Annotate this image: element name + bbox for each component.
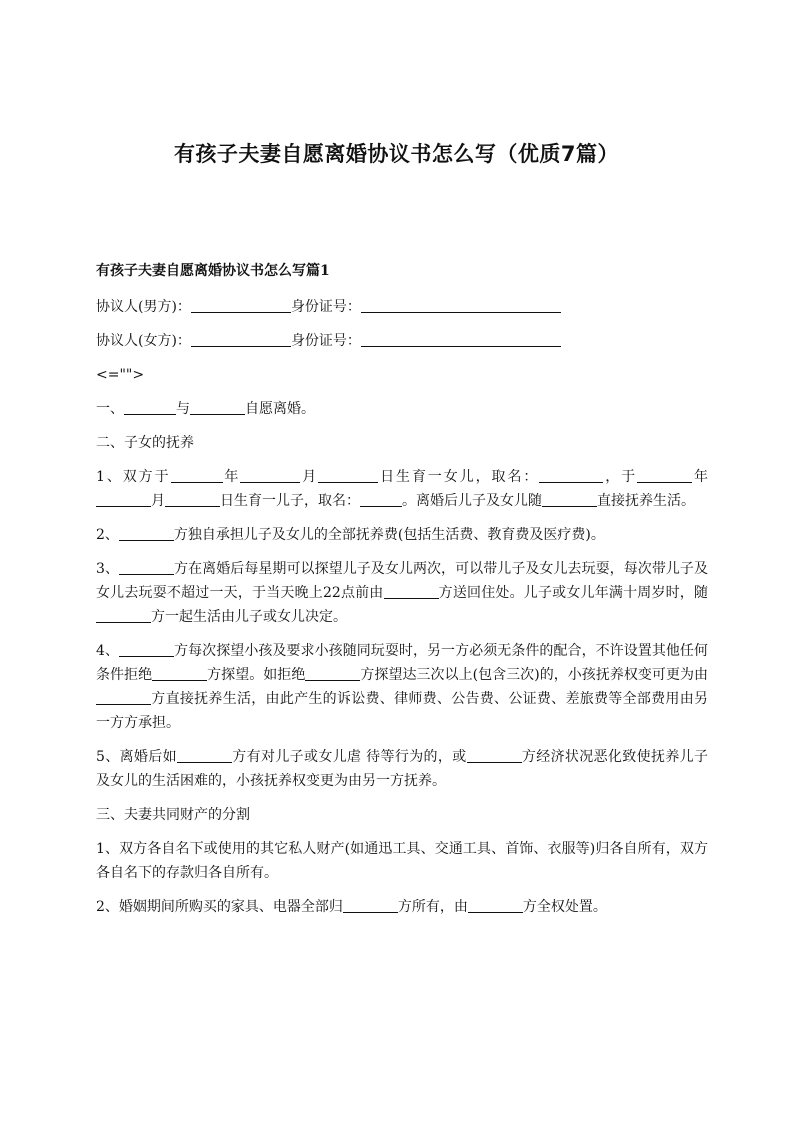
clause-text: 自愿离婚。 xyxy=(245,401,315,417)
blank-field xyxy=(119,526,174,541)
blank-field xyxy=(318,468,378,483)
id-number-label: 身份证号： xyxy=(290,333,361,349)
blank-field xyxy=(177,748,232,763)
item-text: 。离婚后儿子及女儿随 xyxy=(402,493,542,509)
item-text: 方在离婚后每星期可以探望儿子及女儿两次，可以带儿子及女儿去玩耍，每次带儿子及女儿去玩耍不超过一天，于当天晚上22点前由 xyxy=(96,561,708,601)
blank-field xyxy=(119,560,174,575)
blank-field xyxy=(96,492,151,507)
blank-field xyxy=(191,332,291,347)
blank-field xyxy=(468,898,523,913)
item-text: 方独自承担儿子及女儿的全部抚养费(包括生活费、教育费及医疗费)。 xyxy=(173,527,605,543)
blank-field xyxy=(384,584,439,599)
custody-item-5 xyxy=(96,745,708,793)
item-text: 2、婚姻期间所购买的家具、电器全部归 xyxy=(96,899,343,915)
blank-field xyxy=(539,468,603,483)
blank-field xyxy=(360,492,402,507)
clause-text: 与 xyxy=(176,401,190,417)
item-text: 方全权处置。 xyxy=(522,899,607,915)
blank-field xyxy=(152,666,207,681)
blank-field xyxy=(361,332,561,347)
custody-item-3 xyxy=(96,557,708,629)
party-male-line xyxy=(96,295,708,319)
blank-field xyxy=(361,298,561,313)
item-text: 方探望。如拒绝 xyxy=(207,667,306,683)
custody-item-2 xyxy=(96,523,708,547)
clause-text: 一、 xyxy=(96,401,124,417)
id-number-label: 身份证号： xyxy=(290,299,361,315)
item-text: 日生育一女儿，取名： xyxy=(378,469,540,485)
item-text: 方经济状况恶化致使抚养儿子及女儿的生活困难的，小孩抚养权变更为由另一方抚养。 xyxy=(96,749,708,789)
party-female-line xyxy=(96,329,708,353)
party-male-label: 协议人(男方)： xyxy=(96,299,191,315)
document-title: 有孩子夫妻自愿离婚协议书怎么写（优质7篇） xyxy=(173,142,620,166)
blank-field xyxy=(240,468,300,483)
item-text: 抚养生活。 xyxy=(625,493,695,509)
item-text: 1、双方于 xyxy=(96,469,171,485)
party-female-label: 协议人(女方)： xyxy=(96,333,191,349)
item-text: 方探望达三次以上(包含三次)的，小孩抚养权变可更为由 xyxy=(360,667,709,683)
section-heading: 有孩子夫妻自愿离婚协议书怎么写篇1 xyxy=(96,263,330,279)
blank-field xyxy=(542,492,597,507)
blank-field xyxy=(343,898,398,913)
item-text: 日生育一儿子，取名： xyxy=(220,493,360,509)
blank-field xyxy=(637,468,692,483)
heading-child-custody: 二、子女的抚养 xyxy=(96,435,194,451)
clause-one xyxy=(96,397,708,421)
blank-field xyxy=(124,400,176,415)
item-text: 方直接抚养生活，由此产生的诉讼费、律师费、公告费、公证费、差旅费等全部费用由另一方方承担。 xyxy=(96,691,708,731)
blank-field xyxy=(165,492,220,507)
item-text: 3、 xyxy=(96,561,120,577)
blank-field xyxy=(467,748,522,763)
item-text: 2、 xyxy=(96,527,119,543)
item-text: 年 xyxy=(692,469,709,485)
blank-field xyxy=(96,690,151,705)
item-text: 5、离婚后如 xyxy=(96,749,177,765)
property-item-1: 1、双方各自名下或使用的其它私人财产(如通迅工具、交通工具、首饰、衣服等)归各自所有，双方各自名下的存款归各自所有。 xyxy=(96,841,708,881)
item-text: 直接 xyxy=(597,493,625,509)
blank-field xyxy=(190,400,245,415)
heading-property-division: 三、夫妻共同财产的分割 xyxy=(96,807,250,823)
item-text: 月 xyxy=(151,493,165,509)
item-text: 年 xyxy=(222,469,241,485)
blank-field xyxy=(305,666,360,681)
item-text: 方送回住处。儿子或女儿年满十周岁时，随 xyxy=(438,585,708,601)
custody-item-1 xyxy=(96,465,708,513)
item-text: 方所有，由 xyxy=(397,899,468,915)
item-text: 方有对儿子或女儿虐 待等行为的，或 xyxy=(231,749,467,765)
item-text: 方每次探望小孩及要求小孩随同玩耍时，另一方必须无条件的配合，不许设置其他任何条件拒绝 xyxy=(96,643,708,683)
item-text: ，于 xyxy=(603,469,638,485)
item-text: 月 xyxy=(300,469,319,485)
blank-field xyxy=(96,608,151,623)
custody-item-4 xyxy=(96,639,708,735)
item-text: 4、 xyxy=(96,643,120,659)
blank-field xyxy=(171,468,223,483)
blank-field xyxy=(191,298,291,313)
property-item-2 xyxy=(96,895,708,919)
stray-text: <=""> xyxy=(96,367,145,383)
document-body xyxy=(96,259,708,929)
blank-field xyxy=(119,642,174,657)
item-text: 方一起生活由儿子或女儿决定。 xyxy=(151,609,347,625)
